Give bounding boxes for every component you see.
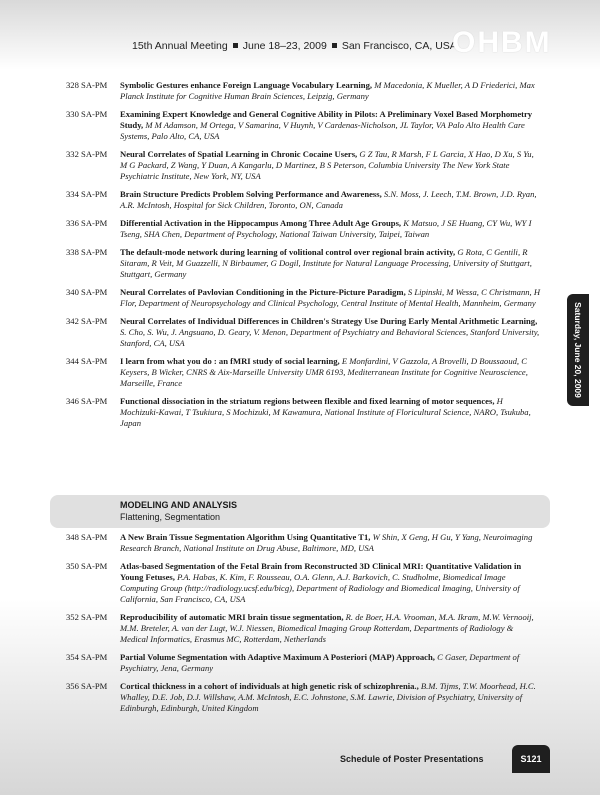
poster-entry xyxy=(66,109,542,142)
poster-number: 354 SA-PM xyxy=(66,652,108,662)
poster-title: Symbolic Gestures enhance Foreign Language Vocabulary Learning, xyxy=(120,80,373,90)
poster-list xyxy=(66,80,542,436)
section-title: MODELING AND ANALYSIS xyxy=(120,500,238,510)
poster-entry xyxy=(66,247,542,280)
poster-number: 332 SA-PM xyxy=(66,149,108,159)
poster-number: 356 SA-PM xyxy=(66,681,108,691)
poster-authors: S Lipinski, M Wessa, C Christmann, H Flor, Department of Neuropsychology and Clinical Psychology, Central Institute of Mental Health, Mannheim, Germany xyxy=(120,287,541,308)
footer-label: Schedule of Poster Presentations xyxy=(340,754,484,764)
poster-title: Atlas-based Segmentation of the Fetal Brain from Reconstructed 3D Clinical MRI: Quantitative Validation in Young Fetuses, xyxy=(120,561,522,582)
poster-title: Reproducibility of automatic MRI brain tissue segmentation, xyxy=(120,612,344,622)
poster-authors: S.N. Moss, J. Leech, T.M. Brown, J.D. Ryan, A.R. McIntosh, Hospital for Sick Children, Toronto, ON, Canada xyxy=(120,189,537,210)
poster-title: Functional dissociation in the striatum regions between flexible and fixed learning of motor sequences, xyxy=(120,396,495,406)
poster-title: The default-mode network during learning of volitional control over regional brain activity, xyxy=(120,247,456,257)
poster-authors: C Gaser, Department of Psychiatry, Jena, Germany xyxy=(120,652,520,673)
ohbm-logo: OHBM xyxy=(452,26,552,59)
meeting-location: San Francisco, CA, USA xyxy=(341,40,457,52)
poster-number: 342 SA-PM xyxy=(66,316,108,326)
poster-number: 340 SA-PM xyxy=(66,287,108,297)
poster-entry xyxy=(66,356,542,389)
poster-title: I learn from what you do : an fMRI study of social learning, xyxy=(120,356,340,366)
poster-number: 330 SA-PM xyxy=(66,109,108,119)
bullet-square-icon xyxy=(233,43,238,48)
poster-number: 348 SA-PM xyxy=(66,532,108,542)
poster-title: A New Brain Tissue Segmentation Algorithm Using Quantitative T1, xyxy=(120,532,371,542)
poster-title: Cortical thickness in a cohort of individuals at high genetic risk of schizophrenia., xyxy=(120,681,419,691)
poster-number: 338 SA-PM xyxy=(66,247,108,257)
poster-entry xyxy=(66,287,542,309)
poster-entry xyxy=(66,681,542,714)
meeting-dates: June 18–23, 2009 xyxy=(242,40,327,52)
poster-title: Neural Correlates of Pavlovian Conditioning in the Picture-Picture Paradigm, xyxy=(120,287,406,297)
poster-number: 336 SA-PM xyxy=(66,218,108,228)
poster-entry xyxy=(66,561,542,605)
poster-authors: R. de Boer, H.A. Vrooman, M.A. Ikram, M.W. Vernooij, M.M. Breteler, A. van der Lugt, W.J. Niessen, Biomedical Imaging Group Rotterdam, Departments of Radiology & Medical Informatics, Erasmus MC, Rotterdam, Netherlands xyxy=(120,612,534,644)
poster-entry xyxy=(66,80,542,102)
bullet-square-icon xyxy=(332,43,337,48)
poster-entry xyxy=(66,316,542,349)
poster-authors: B.M. Tijms, T.W. Moorhead, H.C. Whalley, D.E. Job, D.J. Willshaw, A.M. McIntosh, E.C. Johnstone, S.M. Lawrie, Division of Psychiatry, University of Edinburgh, Edinburgh, United Kingdom xyxy=(120,681,536,713)
date-label: Saturday, June 20, 2009 xyxy=(573,302,583,398)
poster-authors: K Matsuo, J SE Huang, CY Wu, WY I Tseng, SHA Chen, Department of Psychology, National Taiwan University, Taipei, Taiwan xyxy=(120,218,532,239)
section-header xyxy=(50,495,550,528)
poster-entry xyxy=(66,396,542,429)
poster-title: Partial Volume Segmentation with Adaptive Maximum A Posteriori (MAP) Approach, xyxy=(120,652,435,662)
poster-authors: G Z Tau, R Marsh, F L Garcia, X Hao, D Xu, S Yu, M G Packard, Z Wang, Y Duan, A Kangarlu, D Martinez, B S Peterson, Columbia University The New York State Psychiatric Institute, New York, NY, USA xyxy=(120,149,534,181)
poster-number: 346 SA-PM xyxy=(66,396,108,406)
meeting-name: 15th Annual Meeting xyxy=(132,40,228,52)
section-subtitle: Flattening, Segmentation xyxy=(120,512,221,522)
poster-title: Examining Expert Knowledge and General Cognitive Ability in Pilots: A Preliminary Voxel Based Morphometry Study, xyxy=(120,109,533,130)
poster-number: 344 SA-PM xyxy=(66,356,108,366)
poster-entry xyxy=(66,149,542,182)
poster-entry xyxy=(66,652,542,674)
meeting-info xyxy=(132,40,457,52)
poster-entry xyxy=(66,532,542,554)
page-number: S121 xyxy=(512,745,550,773)
poster-title: Neural Correlates of Spatial Learning in Chronic Cocaine Users, xyxy=(120,149,358,159)
poster-entry xyxy=(66,612,542,645)
poster-authors: G Rota, C Gentili, R Sitaram, R Veit, M Guazzelli, N Birbaumer, G Dogil, Institute for Natural Language Processing, University of Stuttgart, Stuttgart, Germany xyxy=(120,247,532,279)
poster-title: Neural Correlates of Individual Differences in Children's Strategy Use During Early Mental Arithmetic Learning, xyxy=(120,316,538,326)
poster-number: 328 SA-PM xyxy=(66,80,108,90)
poster-authors: M Macedonia, K Mueller, A D Friederici, Max Planck Institute for Cognitive Human Brain Sciences, Leipzig, Germany xyxy=(120,80,535,101)
poster-authors: E Monfardini, V Gazzola, A Brovelli, D Boussaoud, C Keysers, B Wicker, CNRS & Aix-Marseille University UMR 6193, Mediterranean Institute for Cognitive Neuroscience, Marseille, France xyxy=(120,356,528,388)
poster-authors: S. Cho, S. Wu, J. Angsuano, D. Geary, V. Menon, Department of Psychiatry and Behavioral Sciences, Stanford University, Stanford, CA, USA xyxy=(120,327,540,348)
poster-number: 350 SA-PM xyxy=(66,561,108,571)
poster-authors: H Mochizuki-Kawai, T Tsukiura, S Mochizuki, M Kawamura, National Institute of Floricultural Science, NARO, Tsukuba, Japan xyxy=(120,396,531,428)
poster-authors: P.A. Habas, K. Kim, F. Rousseau, O.A. Glenn, A.J. Barkovich, C. Studholme, Biomedical Image Computing Group (http://radiology.ucsf.edu/bicg), Department of Radiology and Biomedical Imaging, University of California, San Francisco, CA, USA xyxy=(120,572,520,604)
poster-entry xyxy=(66,189,542,211)
poster-authors: W Shin, X Geng, H Gu, Y Yang, Neuroimaging Research Branch, National Institute on Drug Abuse, Baltimore, MD, USA xyxy=(120,532,533,553)
poster-entry xyxy=(66,218,542,240)
poster-title: Brain Structure Predicts Problem Solving Performance and Awareness, xyxy=(120,189,382,199)
date-side-tab xyxy=(567,294,589,406)
poster-number: 334 SA-PM xyxy=(66,189,108,199)
poster-title: Differential Activation in the Hippocampus Among Three Adult Age Groups, xyxy=(120,218,402,228)
poster-authors: M M Adamson, M Ortega, V Samarina, V Huynh, V Cardenas-Nicholson, JL Taylor, VA Palo Alto Health Care Systems, Palo Alto, CA, USA xyxy=(120,120,525,141)
poster-number: 352 SA-PM xyxy=(66,612,108,622)
poster-list-modeling xyxy=(66,532,542,721)
